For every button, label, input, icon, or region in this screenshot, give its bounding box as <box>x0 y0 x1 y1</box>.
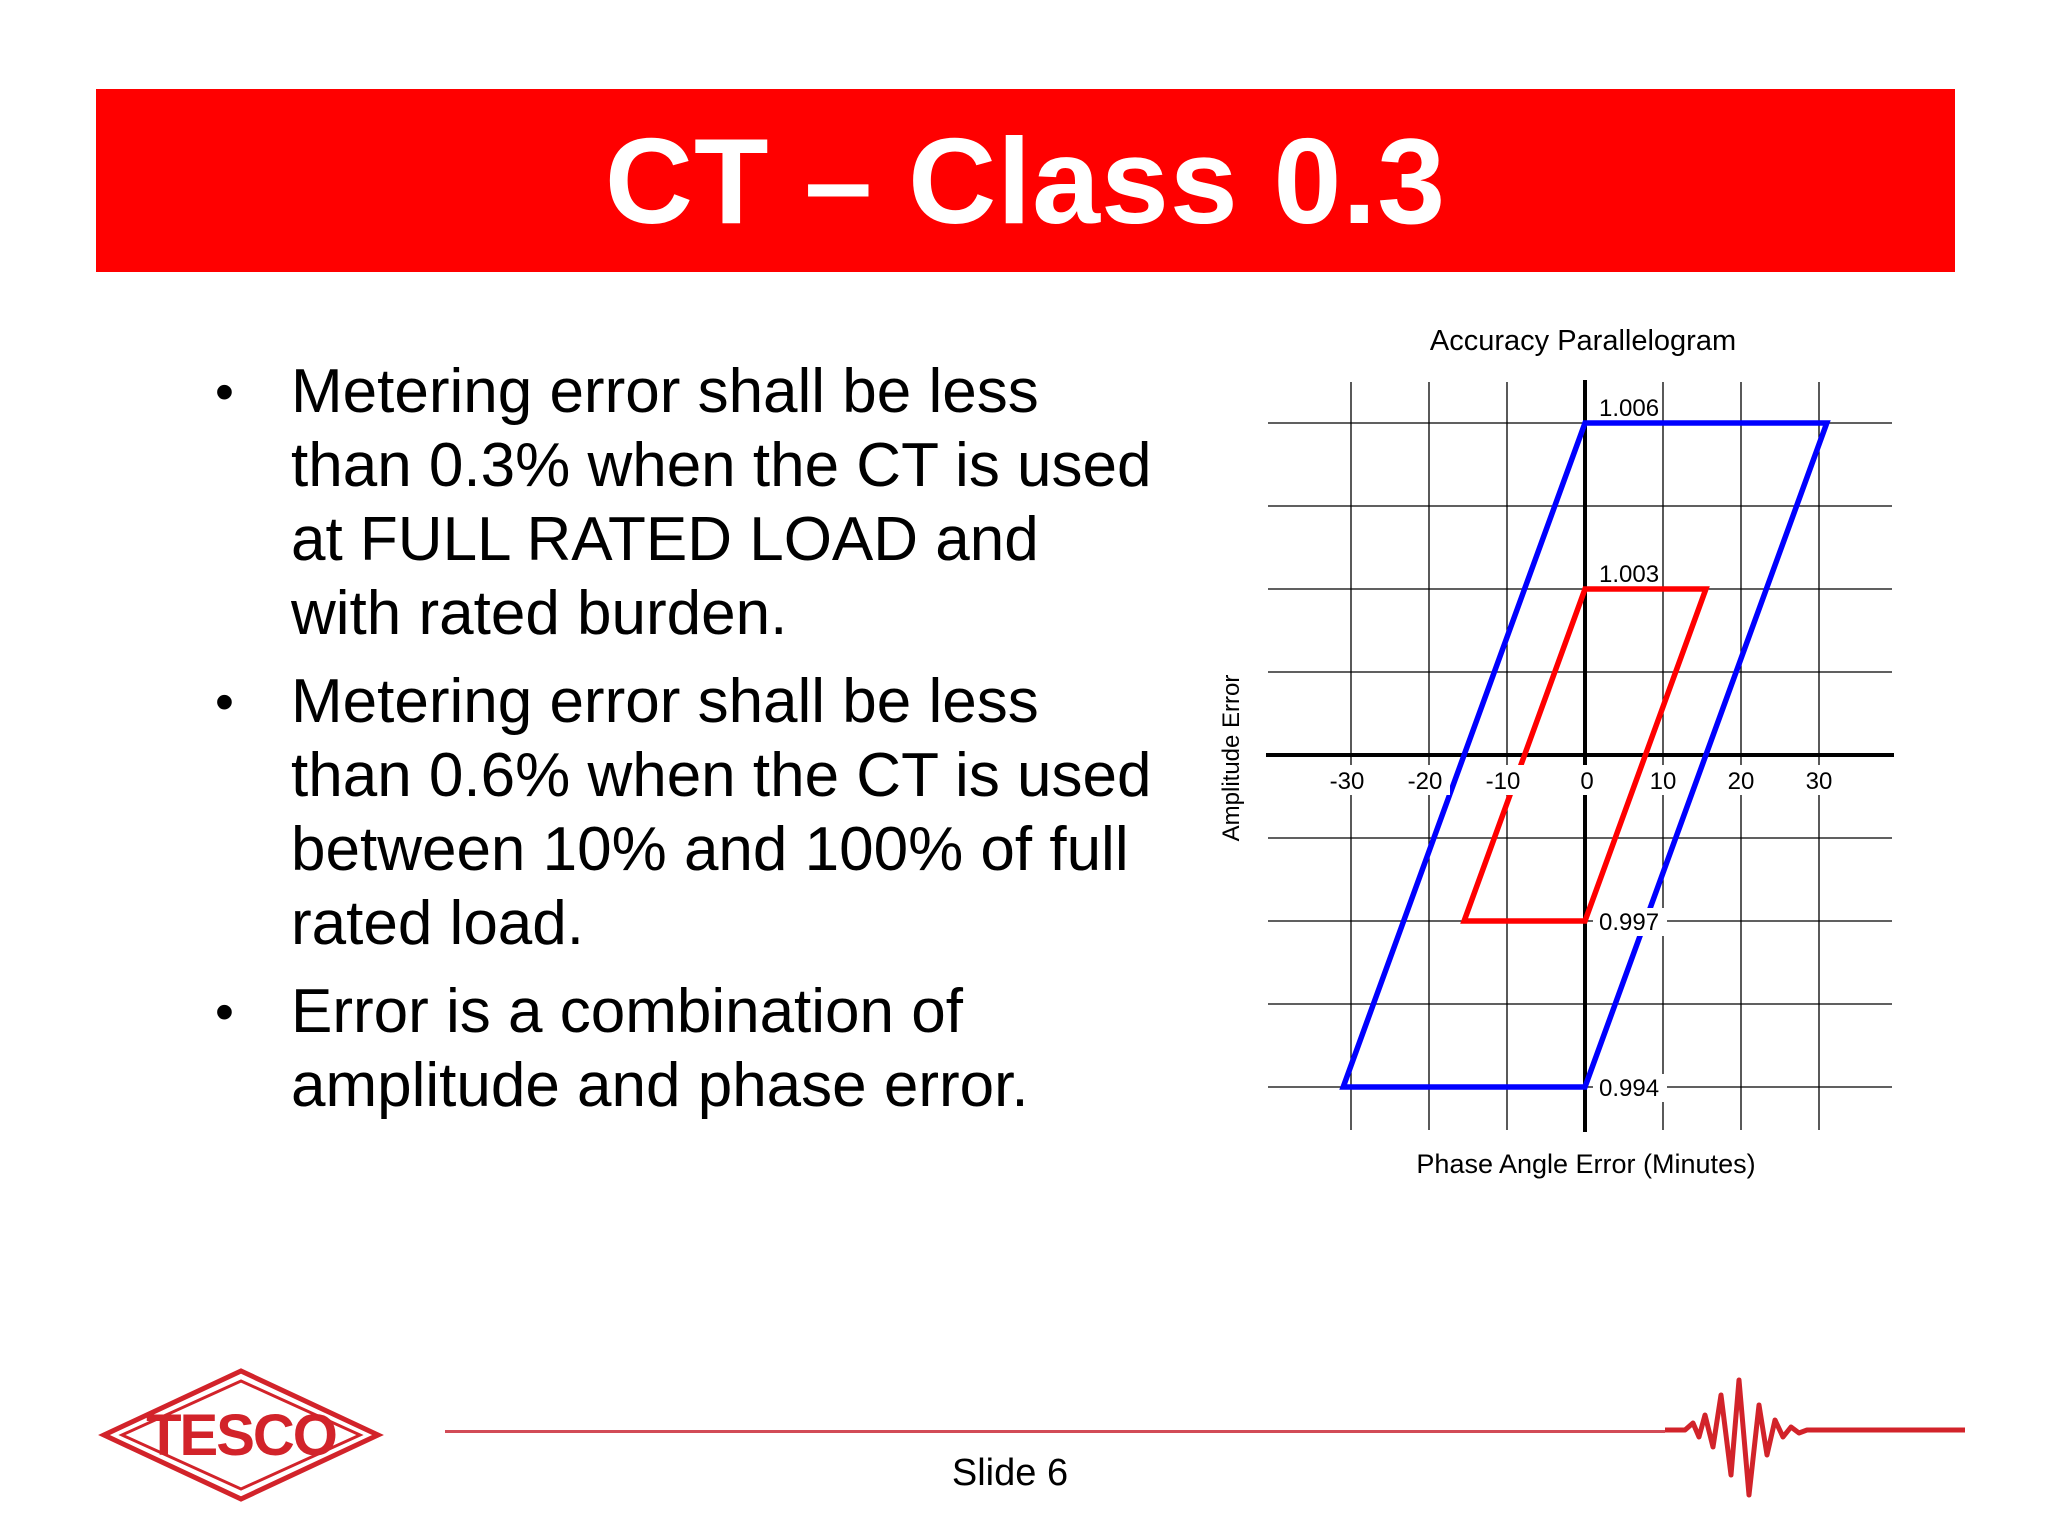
bullet-icon: • <box>215 672 234 732</box>
svg-text:TESCO: TESCO <box>146 1403 336 1468</box>
y-value-label: 0.994 <box>1599 1075 1660 1102</box>
y-value-label: 1.006 <box>1599 395 1660 422</box>
chart-y-axis-label: Amplitude Error <box>1218 674 1245 842</box>
x-tick-label: -20 <box>1407 768 1443 795</box>
tesco-logo <box>98 1365 384 1505</box>
chart-x-axis-label: Phase Angle Error (Minutes) <box>1416 1149 1756 1179</box>
bullet-item <box>205 665 1165 961</box>
bullet-icon: • <box>215 982 234 1042</box>
chart-title: Accuracy Parallelogram <box>1429 325 1737 357</box>
bullet-icon: • <box>215 362 234 422</box>
x-tick-label: -30 <box>1329 768 1365 795</box>
chart-svg <box>1200 310 1920 1190</box>
bullet-item <box>205 355 1165 651</box>
x-tick-label: 20 <box>1727 768 1755 795</box>
x-tick-label: 0 <box>1580 768 1594 795</box>
bullet-text: Error is a combination of amplitude and phase error. <box>291 977 1029 1120</box>
bullet-item <box>205 975 1165 1123</box>
footer-divider <box>445 1430 1665 1433</box>
x-tick-label: 10 <box>1649 768 1677 795</box>
y-value-label: 0.997 <box>1599 909 1660 936</box>
slide-number: Slide 6 <box>951 1452 1069 1494</box>
slide-title: CT – Class 0.3 <box>604 112 1447 249</box>
y-value-label: 1.003 <box>1599 561 1660 588</box>
title-bar <box>96 89 1955 272</box>
accuracy-parallelogram-chart <box>1200 310 1920 1190</box>
x-tick-label: 30 <box>1805 768 1833 795</box>
chart-labels <box>1322 395 1837 1102</box>
waveform-logo <box>1665 1375 1965 1505</box>
x-tick-label: -10 <box>1485 768 1521 795</box>
bullet-text: Metering error shall be less than 0.3% when the CT is used at FULL RATED LOAD and with rated burden. <box>291 357 1152 648</box>
bullet-list <box>205 355 1165 1137</box>
bullet-text: Metering error shall be less than 0.6% when the CT is used between 10% and 100% of full rated load. <box>291 667 1152 958</box>
